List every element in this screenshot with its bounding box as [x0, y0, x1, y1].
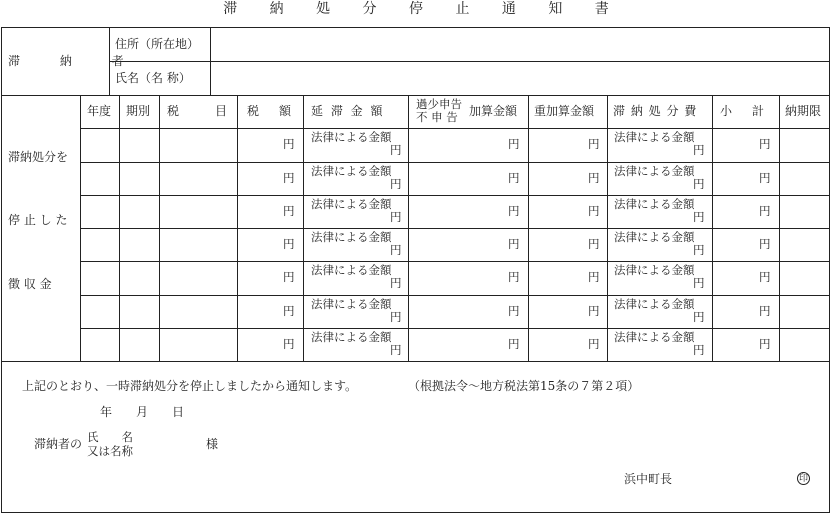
disposal-fee-legal-amount: 法律による金額 [614, 130, 695, 144]
disposal-fee-yen: 円 [693, 143, 705, 157]
delinquent-yen: 円 [390, 343, 402, 357]
delinquent-yen: 円 [390, 243, 402, 257]
header-delinquent-amount: 延 滞 金 額 [311, 104, 385, 118]
tax-amount-yen: 円 [283, 270, 295, 284]
delinquent-yen: 円 [390, 310, 402, 324]
delinquent-legal-amount: 法律による金額 [311, 263, 392, 277]
notice-text: 上記のとおり、一時滞納処分を停止しましたから通知します。 [22, 379, 358, 393]
under-report-yen: 円 [508, 204, 520, 218]
table-row [80, 162, 830, 195]
subtotal-yen: 円 [759, 204, 771, 218]
tax-amount-yen: 円 [283, 337, 295, 351]
under-report-yen: 円 [508, 270, 520, 284]
address-label: 住所（所在地） [115, 37, 200, 51]
disposal-fee-yen: 円 [693, 276, 705, 290]
heavy-add-yen: 円 [588, 237, 600, 251]
disposal-fee-yen: 円 [693, 343, 705, 357]
divider [109, 61, 830, 62]
disposal-fee-legal-amount: 法律による金額 [614, 197, 695, 211]
addressee-prefix: 滞納者の [34, 437, 83, 451]
addressee-honorific: 様 [206, 437, 219, 451]
heavy-add-yen: 円 [588, 171, 600, 185]
header-under-report-suffix: 加算金額 [469, 104, 518, 118]
delinquent-yen: 円 [390, 276, 402, 290]
tax-amount-yen: 円 [283, 304, 295, 318]
legal-basis: （根拠法令～地方税法第15条の７第２項） [408, 379, 640, 393]
notice-date: 年 月 日 [100, 405, 185, 419]
delinquent-legal-amount: 法律による金額 [311, 230, 392, 244]
under-report-yen: 円 [508, 237, 520, 251]
subtotal-yen: 円 [759, 171, 771, 185]
header-subtotal: 小 計 [720, 104, 769, 118]
disposal-fee-yen: 円 [693, 210, 705, 224]
header-heavy-add: 重加算金額 [534, 104, 595, 118]
delinquent-yen: 円 [390, 177, 402, 191]
disposal-fee-yen: 円 [693, 177, 705, 191]
name-label: 氏名（名 称） [115, 71, 191, 85]
disposal-fee-yen: 円 [693, 243, 705, 257]
name-field[interactable] [212, 63, 828, 94]
heavy-add-yen: 円 [588, 337, 600, 351]
subtotal-yen: 円 [759, 137, 771, 151]
disposal-fee-legal-amount: 法律による金額 [614, 263, 695, 277]
delinquent-legal-amount: 法律による金額 [311, 330, 392, 344]
heavy-add-yen: 円 [588, 270, 600, 284]
header-year: 年度 [87, 104, 112, 118]
delinquent-legal-amount: 法律による金額 [311, 130, 392, 144]
disposal-fee-legal-amount: 法律による金額 [614, 164, 695, 178]
header-deadline: 納期限 [785, 104, 822, 118]
table-row [80, 228, 830, 261]
under-report-yen: 円 [508, 171, 520, 185]
header-tax-amount: 税 額 [247, 104, 296, 118]
addressee-line1: 氏 名 [87, 430, 133, 444]
addressee-line2: 又は名称 [87, 444, 133, 458]
header-under-report-line1: 過少申告 [416, 97, 462, 111]
under-report-yen: 円 [508, 304, 520, 318]
under-report-yen: 円 [508, 137, 520, 151]
address-field[interactable] [212, 29, 828, 60]
header-period: 期別 [126, 104, 151, 118]
heavy-add-yen: 円 [588, 137, 600, 151]
side-label-line2: 停 止 し た [8, 213, 68, 227]
subtotal-yen: 円 [759, 304, 771, 318]
tax-amount-yen: 円 [283, 171, 295, 185]
disposal-fee-yen: 円 [693, 310, 705, 324]
seal-mark: 印 [798, 474, 808, 484]
disposal-fee-legal-amount: 法律による金額 [614, 330, 695, 344]
table-row [80, 128, 830, 161]
table-row [80, 328, 830, 361]
header-disposal-fee: 滞 納 処 分 費 [613, 104, 698, 118]
heavy-add-yen: 円 [588, 304, 600, 318]
table-row [80, 295, 830, 328]
disposal-fee-legal-amount: 法律による金額 [614, 297, 695, 311]
delinquent-yen: 円 [390, 143, 402, 157]
divider [1, 361, 830, 362]
subtotal-yen: 円 [759, 237, 771, 251]
tax-amount-yen: 円 [283, 204, 295, 218]
subtotal-yen: 円 [759, 337, 771, 351]
side-label-line3: 徴 収 金 [8, 277, 52, 291]
table-row [80, 261, 830, 294]
divider [1, 95, 830, 96]
tax-amount-yen: 円 [283, 237, 295, 251]
disposal-fee-legal-amount: 法律による金額 [614, 230, 695, 244]
table-row [80, 195, 830, 228]
divider [210, 27, 211, 95]
delinquent-legal-amount: 法律による金額 [311, 297, 392, 311]
heavy-add-yen: 円 [588, 204, 600, 218]
delinquent-legal-amount: 法律による金額 [311, 197, 392, 211]
delinquent-legal-amount: 法律による金額 [311, 164, 392, 178]
subtotal-yen: 円 [759, 270, 771, 284]
header-tax-item: 税 目 [167, 104, 232, 118]
document-title: 滞 納 処 分 停 止 通 知 書 [223, 1, 623, 17]
under-report-yen: 円 [508, 337, 520, 351]
header-under-report-line2: 不 申 告 [416, 110, 458, 124]
delinquent-yen: 円 [390, 210, 402, 224]
taxpayer-label: 滞 納 者 [8, 54, 142, 68]
tax-amount-yen: 円 [283, 137, 295, 151]
side-label-line1: 滞納処分を [8, 150, 69, 164]
issuer-name: 浜中町長 [624, 472, 673, 486]
